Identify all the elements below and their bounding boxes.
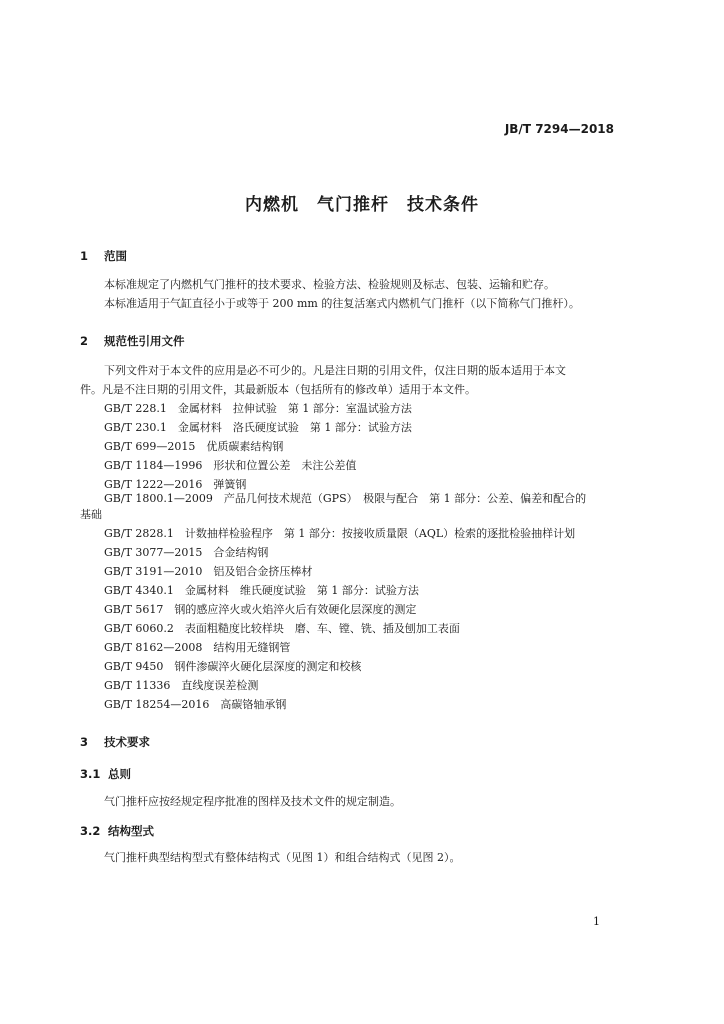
general-paragraph: 气门推杆应按经规定程序批准的图样及技术文件的规定制造。	[104, 795, 401, 808]
reference-item: GB/T 4340.1 金属材料 维氏硬度试验 第 1 部分：试验方法	[104, 584, 419, 597]
section-title: 规范性引用文件	[104, 334, 185, 348]
reference-item: GB/T 6060.2 表面粗糙度比较样块 磨、车、镗、铣、插及刨加工表面	[104, 622, 460, 635]
scope-paragraph-1: 本标准规定了内燃机气门推杆的技术要求、检验方法、检验规则及标志、包装、运输和贮存。	[104, 278, 555, 291]
section-3-1-heading	[80, 766, 131, 782]
section-2-heading	[80, 333, 185, 349]
reference-item: GB/T 3077—2015 合金结构钢	[104, 546, 269, 559]
section-number: 1	[80, 249, 89, 263]
section-title: 总则	[108, 767, 131, 781]
scope-paragraph-2: 本标准适用于气缸直径小于或等于 200 mm 的往复活塞式内燃机气门推杆（以下简称气门推杆）。	[104, 297, 580, 310]
reference-item: GB/T 5617 钢的感应淬火或火焰淬火后有效硬化层深度的测定	[104, 603, 417, 616]
reference-item: GB/T 3191—2010 铝及铝合金挤压棒材	[104, 565, 313, 578]
reference-item-continuation: 基础	[80, 508, 102, 521]
standard-number: JB/T 7294—2018	[504, 122, 614, 136]
reference-item: GB/T 2828.1 计数抽样检验程序 第 1 部分：按接收质量限（AQL）检索的逐批检验抽样计划	[104, 527, 576, 540]
reference-item: GB/T 11336 直线度误差检测	[104, 679, 259, 692]
section-title: 范围	[104, 249, 127, 263]
section-3-2-heading	[80, 823, 154, 839]
reference-item: GB/T 1184—1996 形状和位置公差 未注公差值	[104, 459, 357, 472]
section-title: 结构型式	[108, 824, 154, 838]
references-intro-line-1: 下列文件对于本文件的应用是必不可少的。凡是注日期的引用文件，仅注日期的版本适用于本文	[104, 364, 566, 377]
reference-item: GB/T 230.1 金属材料 洛氏硬度试验 第 1 部分：试验方法	[104, 421, 412, 434]
section-3-heading	[80, 734, 150, 750]
section-number: 3.1	[80, 767, 101, 781]
document-title: 内燃机 气门推杆 技术条件	[245, 195, 479, 215]
reference-item: GB/T 18254—2016 高碳铬轴承钢	[104, 698, 287, 711]
section-1-heading	[80, 248, 127, 264]
section-title: 技术要求	[104, 735, 150, 749]
section-number: 3	[80, 735, 89, 749]
reference-item: GB/T 699—2015 优质碳素结构钢	[104, 440, 284, 453]
reference-item: GB/T 8162—2008 结构用无缝钢管	[104, 641, 291, 654]
reference-item: GB/T 1800.1—2009 产品几何技术规范（GPS） 极限与配合 第 1 部分：公差、偏差和配合的	[104, 492, 587, 505]
section-number: 3.2	[80, 824, 101, 838]
structure-paragraph: 气门推杆典型结构型式有整体结构式（见图 1）和组合结构式（见图 2）。	[104, 851, 461, 864]
section-number: 2	[80, 334, 89, 348]
page-number: 1	[593, 915, 600, 928]
reference-item: GB/T 1222—2016 弹簧钢	[104, 478, 247, 491]
references-intro-line-2: 件。凡是不注日期的引用文件，其最新版本（包括所有的修改单）适用于本文件。	[80, 383, 476, 396]
reference-item: GB/T 9450 钢件渗碳淬火硬化层深度的测定和校核	[104, 660, 362, 673]
reference-item: GB/T 228.1 金属材料 拉伸试验 第 1 部分：室温试验方法	[104, 402, 412, 415]
